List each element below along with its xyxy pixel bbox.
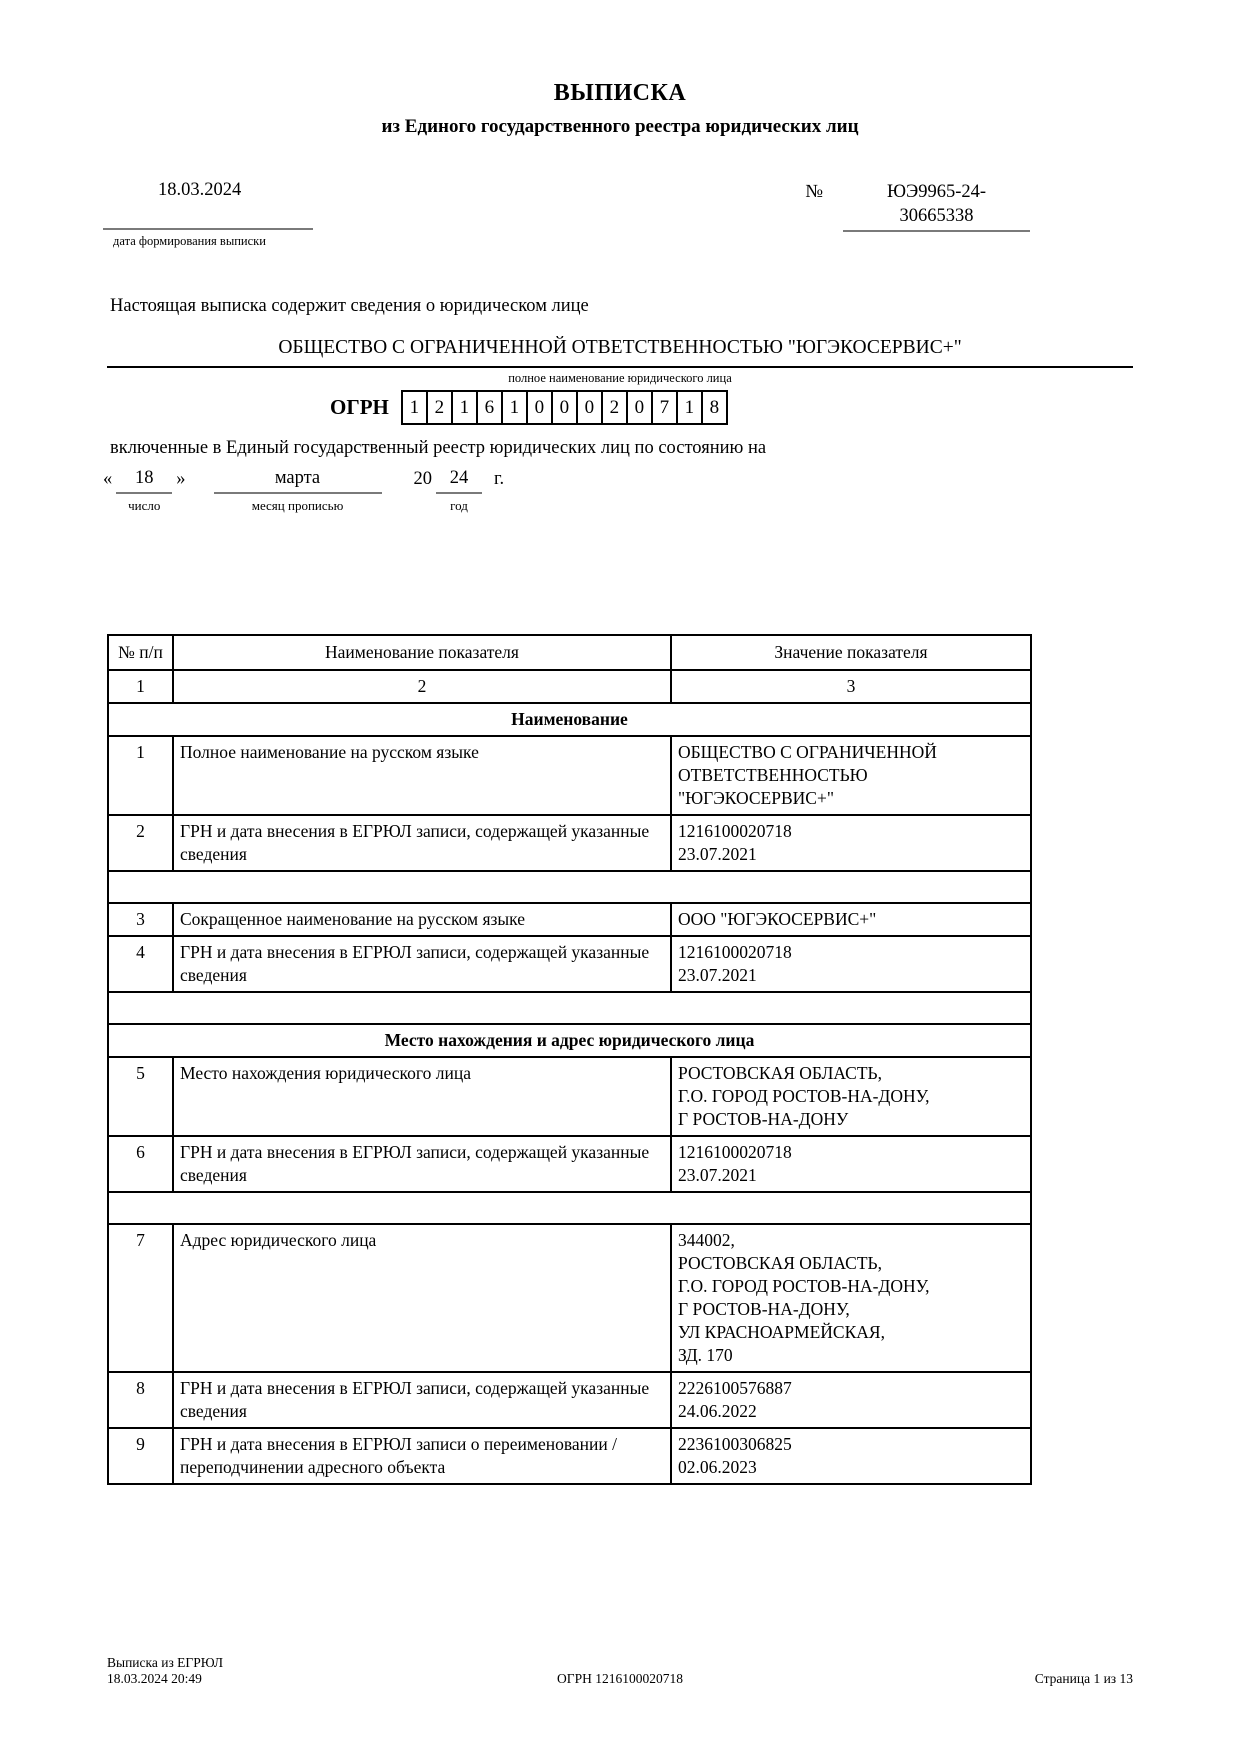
indicator-name-cell: Полное наименование на русском языке: [173, 736, 671, 815]
table-row: [108, 871, 1031, 903]
table-row: [108, 936, 1031, 992]
indicator-value-cell: [671, 1372, 1031, 1428]
indicator-value-line: РОСТОВСКАЯ ОБЛАСТЬ,: [678, 1253, 882, 1273]
indicator-value-line: 1216100020718: [678, 1142, 792, 1162]
footer-page-number: Страница 1 из 13: [1034, 1671, 1133, 1686]
row-number-cell: 2: [108, 815, 173, 871]
ogrn-label: ОГРН: [330, 395, 389, 419]
footer-doc-type: Выписка из ЕГРЮЛ: [107, 1655, 224, 1670]
table-header-row: [108, 635, 1031, 670]
indicator-value-cell: [671, 1224, 1031, 1372]
indicator-value-cell: [671, 936, 1031, 992]
ogrn-digit: 0: [526, 390, 553, 425]
as-of-day: 18: [116, 468, 172, 494]
section-header-cell: Место нахождения и адрес юридического лица: [108, 1024, 1031, 1057]
table-row: [108, 1428, 1031, 1484]
year-caption: год: [450, 498, 468, 513]
indicator-value-cell: [671, 1428, 1031, 1484]
as-of-century: 20: [413, 469, 432, 489]
as-of-date-line: [103, 468, 504, 514]
header-row: [107, 180, 1133, 250]
indicator-value-line: 23.07.2021: [678, 844, 757, 864]
indicator-value-line: 23.07.2021: [678, 965, 757, 985]
ogrn-digit: 8: [701, 390, 728, 425]
indicator-value-cell: [671, 736, 1031, 815]
document-title: ВЫПИСКА: [553, 80, 687, 106]
ogrn-digit: 2: [601, 390, 628, 425]
row-number-cell: 5: [108, 1057, 173, 1136]
table-row: [108, 1057, 1031, 1136]
indicator-value-line: Г.О. ГОРОД РОСТОВ-НА-ДОНУ,: [678, 1086, 930, 1106]
extract-date-caption: дата формирования выписки: [113, 234, 266, 248]
indicator-value-line: Г РОСТОВ-НА-ДОНУ,: [678, 1299, 850, 1319]
row-number-cell: 8: [108, 1372, 173, 1428]
col-header-value: Значение показателя: [671, 635, 1031, 670]
col-header-num: № п/п: [108, 635, 173, 670]
as-of-year-field: [436, 468, 482, 514]
indicator-value-line: 23.07.2021: [678, 1165, 757, 1185]
row-number-cell: 3: [108, 903, 173, 936]
day-caption: число: [128, 498, 161, 513]
spacer-cell: [108, 871, 1031, 903]
page-footer: [107, 1655, 1133, 1687]
ogrn-digit: 1: [451, 390, 478, 425]
indicator-value-line: ЗД. 170: [678, 1345, 733, 1365]
indicator-value-line: 2226100576887: [678, 1378, 792, 1398]
indicator-value-cell: [671, 1057, 1031, 1136]
indicator-value-line: "ЮГЭКОСЕРВИС+": [678, 788, 834, 808]
ogrn-digit: 0: [551, 390, 578, 425]
open-quote: «: [103, 469, 113, 489]
indicator-value-line: 1216100020718: [678, 821, 792, 841]
document-subtitle: из Единого государственного реестра юридических лиц: [381, 116, 859, 137]
indicator-value-line: УЛ КРАСНОАРМЕЙСКАЯ,: [678, 1322, 885, 1342]
indicator-name-cell: Адрес юридического лица: [173, 1224, 671, 1372]
extract-number-line2: 30665338: [899, 206, 974, 226]
as-of-month: марта: [214, 468, 382, 494]
company-name: ОБЩЕСТВО С ОГРАНИЧЕННОЙ ОТВЕТСТВЕННОСТЬЮ "ЮГЭКОСЕРВИС+": [107, 337, 1133, 368]
table-row: [108, 903, 1031, 936]
extract-date: 18.03.2024: [158, 180, 242, 200]
extract-date-field: [103, 180, 313, 230]
indicator-value-line: Г РОСТОВ-НА-ДОНУ: [678, 1109, 849, 1129]
month-caption: месяц прописью: [251, 498, 344, 513]
numbering-cell: 2: [173, 670, 671, 703]
indicator-name-cell: Сокращенное наименование на русском языке: [173, 903, 671, 936]
row-number-cell: 7: [108, 1224, 173, 1372]
spacer-cell: [108, 992, 1031, 1024]
year-suffix: г.: [494, 469, 505, 489]
ogrn-digit: 1: [401, 390, 428, 425]
extract-number: [843, 180, 1030, 232]
row-number-cell: 6: [108, 1136, 173, 1192]
table-numbering-row: [108, 670, 1031, 703]
extract-number-line1: ЮЭ9965-24-: [886, 182, 987, 202]
as-of-year: 24: [436, 468, 482, 494]
ogrn-row: [330, 390, 728, 425]
ogrn-digit: 2: [426, 390, 453, 425]
row-number-cell: 1: [108, 736, 173, 815]
table-row: [108, 1372, 1031, 1428]
table-row: [108, 992, 1031, 1024]
indicator-value-cell: [671, 815, 1031, 871]
indicator-name-cell: Место нахождения юридического лица: [173, 1057, 671, 1136]
table-body: [108, 703, 1031, 1484]
ogrn-digit: 0: [626, 390, 653, 425]
ogrn-digit: 1: [501, 390, 528, 425]
intro-line: Настоящая выписка содержит сведения о юридическом лице: [110, 296, 589, 316]
as-of-month-field: [214, 468, 382, 514]
ogrn-digits: [401, 390, 728, 425]
row-number-cell: 9: [108, 1428, 173, 1484]
numbering-cell: 3: [671, 670, 1031, 703]
indicator-name-cell: ГРН и дата внесения в ЕГРЮЛ записи о переименовании / переподчинении адресного объекта: [173, 1428, 671, 1484]
footer-left: [107, 1655, 449, 1687]
table-row: [108, 703, 1031, 736]
indicator-name-cell: ГРН и дата внесения в ЕГРЮЛ записи, содержащей указанные сведения: [173, 815, 671, 871]
table-row: [108, 1224, 1031, 1372]
indicator-value-line: ООО "ЮГЭКОСЕРВИС+": [678, 909, 877, 929]
extract-number-field: [805, 180, 1030, 232]
indicator-value-cell: [671, 903, 1031, 936]
table-row: [108, 1192, 1031, 1224]
indicator-value-cell: [671, 1136, 1031, 1192]
registry-table: [107, 634, 1032, 1485]
indicator-name-cell: ГРН и дата внесения в ЕГРЮЛ записи, содержащей указанные сведения: [173, 1136, 671, 1192]
as-of-day-field: [116, 468, 172, 514]
numbering-cell: 1: [108, 670, 173, 703]
table-row: [108, 736, 1031, 815]
spacer-cell: [108, 1192, 1031, 1224]
footer-datetime: 18.03.2024 20:49: [107, 1671, 202, 1686]
indicator-name-cell: ГРН и дата внесения в ЕГРЮЛ записи, содержащей указанные сведения: [173, 936, 671, 992]
ogrn-digit: 7: [651, 390, 678, 425]
table-row: [108, 1136, 1031, 1192]
indicator-value-line: 24.06.2022: [678, 1401, 757, 1421]
included-line: включенные в Единый государственный реестр юридических лиц по состоянию на: [110, 438, 767, 458]
indicator-value-line: 344002,: [678, 1230, 735, 1250]
company-block: [107, 337, 1133, 386]
section-header-cell: Наименование: [108, 703, 1031, 736]
footer-ogrn: ОГРН 1216100020718: [557, 1671, 683, 1686]
number-sign: №: [805, 182, 823, 202]
table-row: [108, 1024, 1031, 1057]
indicator-value-line: 2236100306825: [678, 1434, 792, 1454]
indicator-value-line: ОТВЕТСТВЕННОСТЬЮ: [678, 765, 868, 785]
col-header-name: Наименование показателя: [173, 635, 671, 670]
ogrn-digit: 0: [576, 390, 603, 425]
indicator-value-line: 1216100020718: [678, 942, 792, 962]
indicator-value-line: 02.06.2023: [678, 1457, 757, 1477]
company-name-caption: полное наименование юридического лица: [508, 371, 732, 385]
indicator-value-line: Г.О. ГОРОД РОСТОВ-НА-ДОНУ,: [678, 1276, 930, 1296]
close-quote: »: [176, 469, 186, 489]
ogrn-digit: 1: [676, 390, 703, 425]
registry-table-wrap: [107, 634, 1032, 1485]
indicator-value-line: ОБЩЕСТВО С ОГРАНИЧЕННОЙ: [678, 742, 937, 762]
ogrn-digit: 6: [476, 390, 503, 425]
indicator-value-line: РОСТОВСКАЯ ОБЛАСТЬ,: [678, 1063, 882, 1083]
row-number-cell: 4: [108, 936, 173, 992]
table-row: [108, 815, 1031, 871]
indicator-name-cell: ГРН и дата внесения в ЕГРЮЛ записи, содержащей указанные сведения: [173, 1372, 671, 1428]
